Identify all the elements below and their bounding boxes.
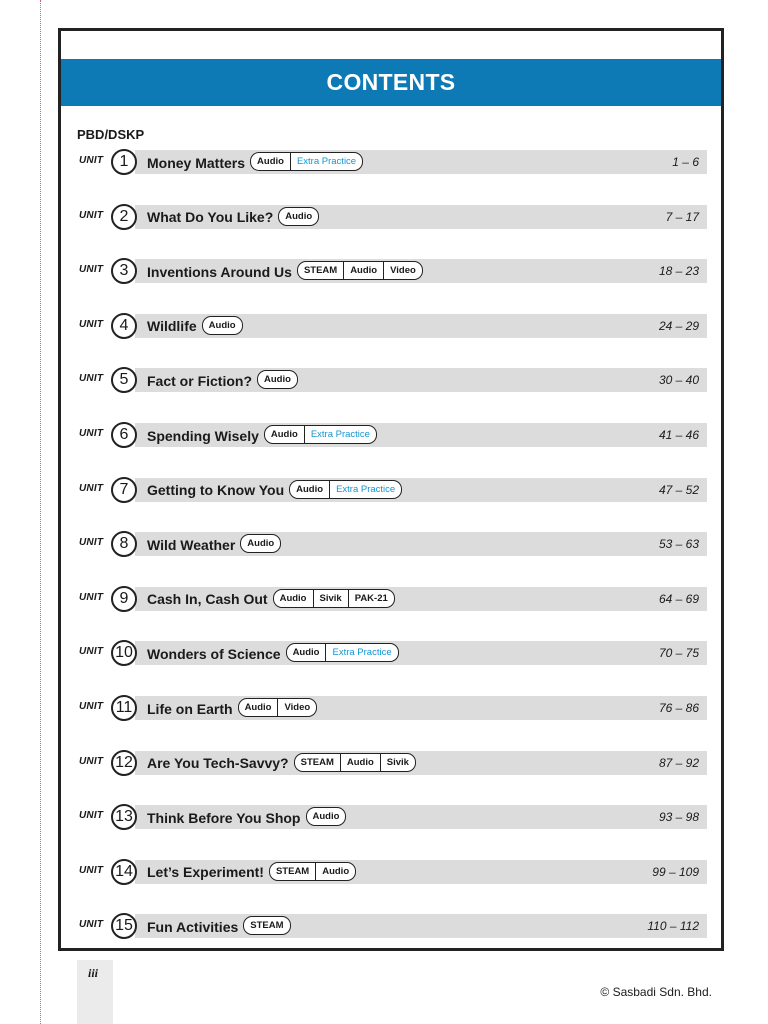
- unit-number-badge: 3: [111, 258, 137, 284]
- unit-title-group: [147, 645, 399, 662]
- unit-label: UNIT: [79, 155, 104, 166]
- resource-tag-extra-practice[interactable]: Extra Practice: [329, 481, 401, 498]
- resource-tag-steam[interactable]: STEAM: [275, 865, 310, 877]
- unit-row[interactable]: [75, 258, 707, 284]
- resource-tag-audio[interactable]: Audio: [247, 538, 275, 550]
- unit-row[interactable]: [75, 804, 707, 830]
- unit-number-badge: 14: [111, 859, 137, 885]
- unit-title: Think Before You Shop: [147, 809, 301, 826]
- resource-tag-audio[interactable]: Audio: [315, 863, 355, 880]
- unit-title: Money Matters: [147, 154, 246, 171]
- copyright-notice: © Sasbadi Sdn. Bhd.: [600, 985, 712, 999]
- unit-title: Getting to Know You: [147, 482, 285, 499]
- unit-title-group: [147, 536, 281, 553]
- page-title: CONTENTS: [326, 69, 456, 95]
- unit-number-badge: 8: [111, 531, 137, 557]
- unit-title: Life on Earth: [147, 700, 233, 717]
- unit-number-badge: 9: [111, 586, 137, 612]
- unit-title-group: [147, 755, 416, 772]
- unit-label: UNIT: [79, 318, 104, 330]
- unit-label: UNIT: [79, 428, 104, 439]
- unit-page-range: 18 – 23: [658, 264, 699, 279]
- unit-row[interactable]: [75, 531, 707, 557]
- unit-title: Wild Weather: [147, 536, 236, 553]
- unit-page-range: 87 – 92: [658, 755, 699, 770]
- unit-title: Fact or Fiction?: [147, 372, 252, 389]
- resource-tags: [257, 370, 298, 389]
- unit-row[interactable]: [75, 367, 707, 393]
- unit-number-badge: 15: [111, 913, 137, 939]
- unit-page-range: 1 – 6: [672, 155, 699, 169]
- resource-tags: [238, 698, 318, 717]
- unit-title: Wonders of Science: [147, 645, 281, 662]
- unit-page-range: 30 – 40: [658, 373, 699, 388]
- unit-row[interactable]: [75, 313, 707, 339]
- unit-row[interactable]: [75, 640, 707, 666]
- resource-tags: [278, 207, 319, 226]
- unit-row[interactable]: [75, 422, 707, 448]
- resource-tag-steam[interactable]: STEAM: [300, 756, 334, 768]
- page-number: iii: [88, 966, 99, 980]
- unit-title-group: [147, 372, 298, 389]
- unit-label: UNIT: [79, 264, 104, 276]
- resource-tag-extra-practice[interactable]: Extra Practice: [304, 426, 376, 443]
- unit-title-group: [147, 427, 377, 444]
- unit-number-badge: 1: [111, 149, 137, 175]
- unit-row[interactable]: [75, 149, 707, 175]
- unit-page-range: 47 – 52: [658, 482, 699, 497]
- unit-label: UNIT: [79, 864, 104, 876]
- unit-number-badge: 4: [111, 313, 137, 339]
- resource-tag-audio[interactable]: Audio: [285, 210, 313, 222]
- resource-tags: [273, 589, 395, 608]
- unit-title: Fun Activities: [147, 918, 239, 935]
- unit-page-range: 99 – 109: [652, 864, 699, 879]
- resource-tags: [294, 753, 416, 772]
- resource-tags: [289, 480, 402, 499]
- resource-tag-sivik[interactable]: Sivik: [380, 754, 415, 771]
- resource-tags: [306, 807, 347, 826]
- resource-tag-audio[interactable]: Audio: [208, 319, 236, 331]
- unit-row[interactable]: [75, 204, 707, 230]
- unit-title-group: [147, 864, 356, 881]
- unit-title-group: [147, 591, 395, 608]
- unit-title: Let’s Experiment!: [147, 864, 264, 881]
- unit-title-group: [147, 809, 346, 826]
- unit-number-badge: 6: [111, 422, 137, 448]
- unit-title: Are You Tech-Savvy?: [147, 755, 289, 772]
- unit-label: UNIT: [79, 373, 104, 385]
- unit-title: Wildlife: [147, 318, 197, 335]
- resource-tag-audio[interactable]: Audio: [244, 702, 272, 713]
- resource-tag-extra-practice[interactable]: Extra Practice: [290, 153, 362, 170]
- resource-tags: [240, 534, 281, 553]
- unit-title-group: [147, 918, 291, 935]
- unit-page-range: 41 – 46: [658, 428, 699, 442]
- unit-label: UNIT: [79, 919, 104, 931]
- unit-label: UNIT: [79, 209, 104, 221]
- unit-row[interactable]: [75, 913, 707, 939]
- resource-tag-steam[interactable]: STEAM: [250, 920, 284, 932]
- unit-label: UNIT: [79, 591, 104, 603]
- unit-title-group: [147, 154, 363, 171]
- unit-page-range: 93 – 98: [658, 810, 699, 825]
- unit-title: Spending Wisely: [147, 427, 259, 444]
- resource-tags: [243, 916, 290, 935]
- unit-number-badge: 13: [111, 804, 137, 830]
- resource-tag-pak-21[interactable]: PAK-21: [348, 590, 394, 607]
- resource-tag-video[interactable]: Video: [383, 262, 422, 279]
- unit-page-range: 70 – 75: [658, 646, 699, 661]
- unit-row[interactable]: [75, 750, 707, 776]
- resource-tags: [264, 425, 377, 444]
- resource-tags: [286, 643, 399, 662]
- unit-label: UNIT: [79, 701, 104, 712]
- unit-title-group: [147, 209, 319, 226]
- resource-tags: [269, 862, 356, 881]
- unit-page-range: 110 – 112: [647, 919, 699, 934]
- unit-row[interactable]: [75, 859, 707, 885]
- unit-number-badge: 2: [111, 204, 137, 230]
- unit-page-range: 24 – 29: [658, 318, 699, 333]
- unit-row[interactable]: [75, 477, 707, 503]
- unit-page-range: 53 – 63: [658, 537, 699, 552]
- resource-tag-audio[interactable]: Audio: [340, 754, 380, 771]
- unit-row[interactable]: [75, 586, 707, 612]
- unit-row[interactable]: [75, 695, 707, 721]
- resource-tag-sivik[interactable]: Sivik: [313, 590, 348, 607]
- unit-label: UNIT: [79, 537, 104, 549]
- unit-label: UNIT: [79, 482, 104, 494]
- resource-tag-audio[interactable]: Audio: [296, 483, 324, 495]
- resource-tag-audio[interactable]: Audio: [270, 429, 298, 440]
- unit-number-badge: 11: [111, 695, 137, 721]
- resource-tags: [202, 316, 243, 335]
- unit-number-badge: 5: [111, 367, 137, 393]
- section-label: PBD/DSKP: [77, 127, 145, 142]
- unit-title: What Do You Like?: [147, 209, 274, 226]
- unit-page-range: 7 – 17: [665, 209, 699, 224]
- unit-number-badge: 10: [111, 640, 137, 666]
- unit-title-group: [147, 263, 423, 280]
- resource-tag-audio[interactable]: Audio: [343, 262, 383, 279]
- unit-title-group: [147, 318, 243, 335]
- resource-tag-steam[interactable]: STEAM: [303, 265, 338, 277]
- unit-number-badge: 7: [111, 477, 137, 503]
- unit-page-range: 76 – 86: [658, 701, 699, 715]
- resource-tag-audio[interactable]: Audio: [292, 647, 320, 659]
- unit-title: Inventions Around Us: [147, 263, 292, 280]
- resource-tag-video[interactable]: Video: [277, 699, 316, 716]
- margin-dotted-line: [40, 0, 41, 1024]
- unit-label: UNIT: [79, 646, 104, 658]
- unit-title: Cash In, Cash Out: [147, 591, 268, 608]
- unit-title-group: [147, 700, 317, 717]
- unit-page-range: 64 – 69: [658, 591, 699, 606]
- resource-tags: [250, 152, 363, 171]
- resource-tag-audio[interactable]: Audio: [257, 156, 284, 167]
- contents-banner: [61, 59, 721, 106]
- resource-tag-extra-practice[interactable]: Extra Practice: [325, 644, 397, 661]
- resource-tag-audio[interactable]: Audio: [312, 811, 340, 823]
- contents-frame: [58, 28, 724, 951]
- resource-tags: [297, 261, 423, 280]
- unit-label: UNIT: [79, 810, 104, 822]
- unit-title-group: [147, 482, 402, 499]
- resource-tag-audio[interactable]: Audio: [264, 374, 291, 386]
- unit-label: UNIT: [79, 755, 104, 767]
- resource-tag-audio[interactable]: Audio: [279, 592, 307, 604]
- unit-number-badge: 12: [111, 750, 137, 776]
